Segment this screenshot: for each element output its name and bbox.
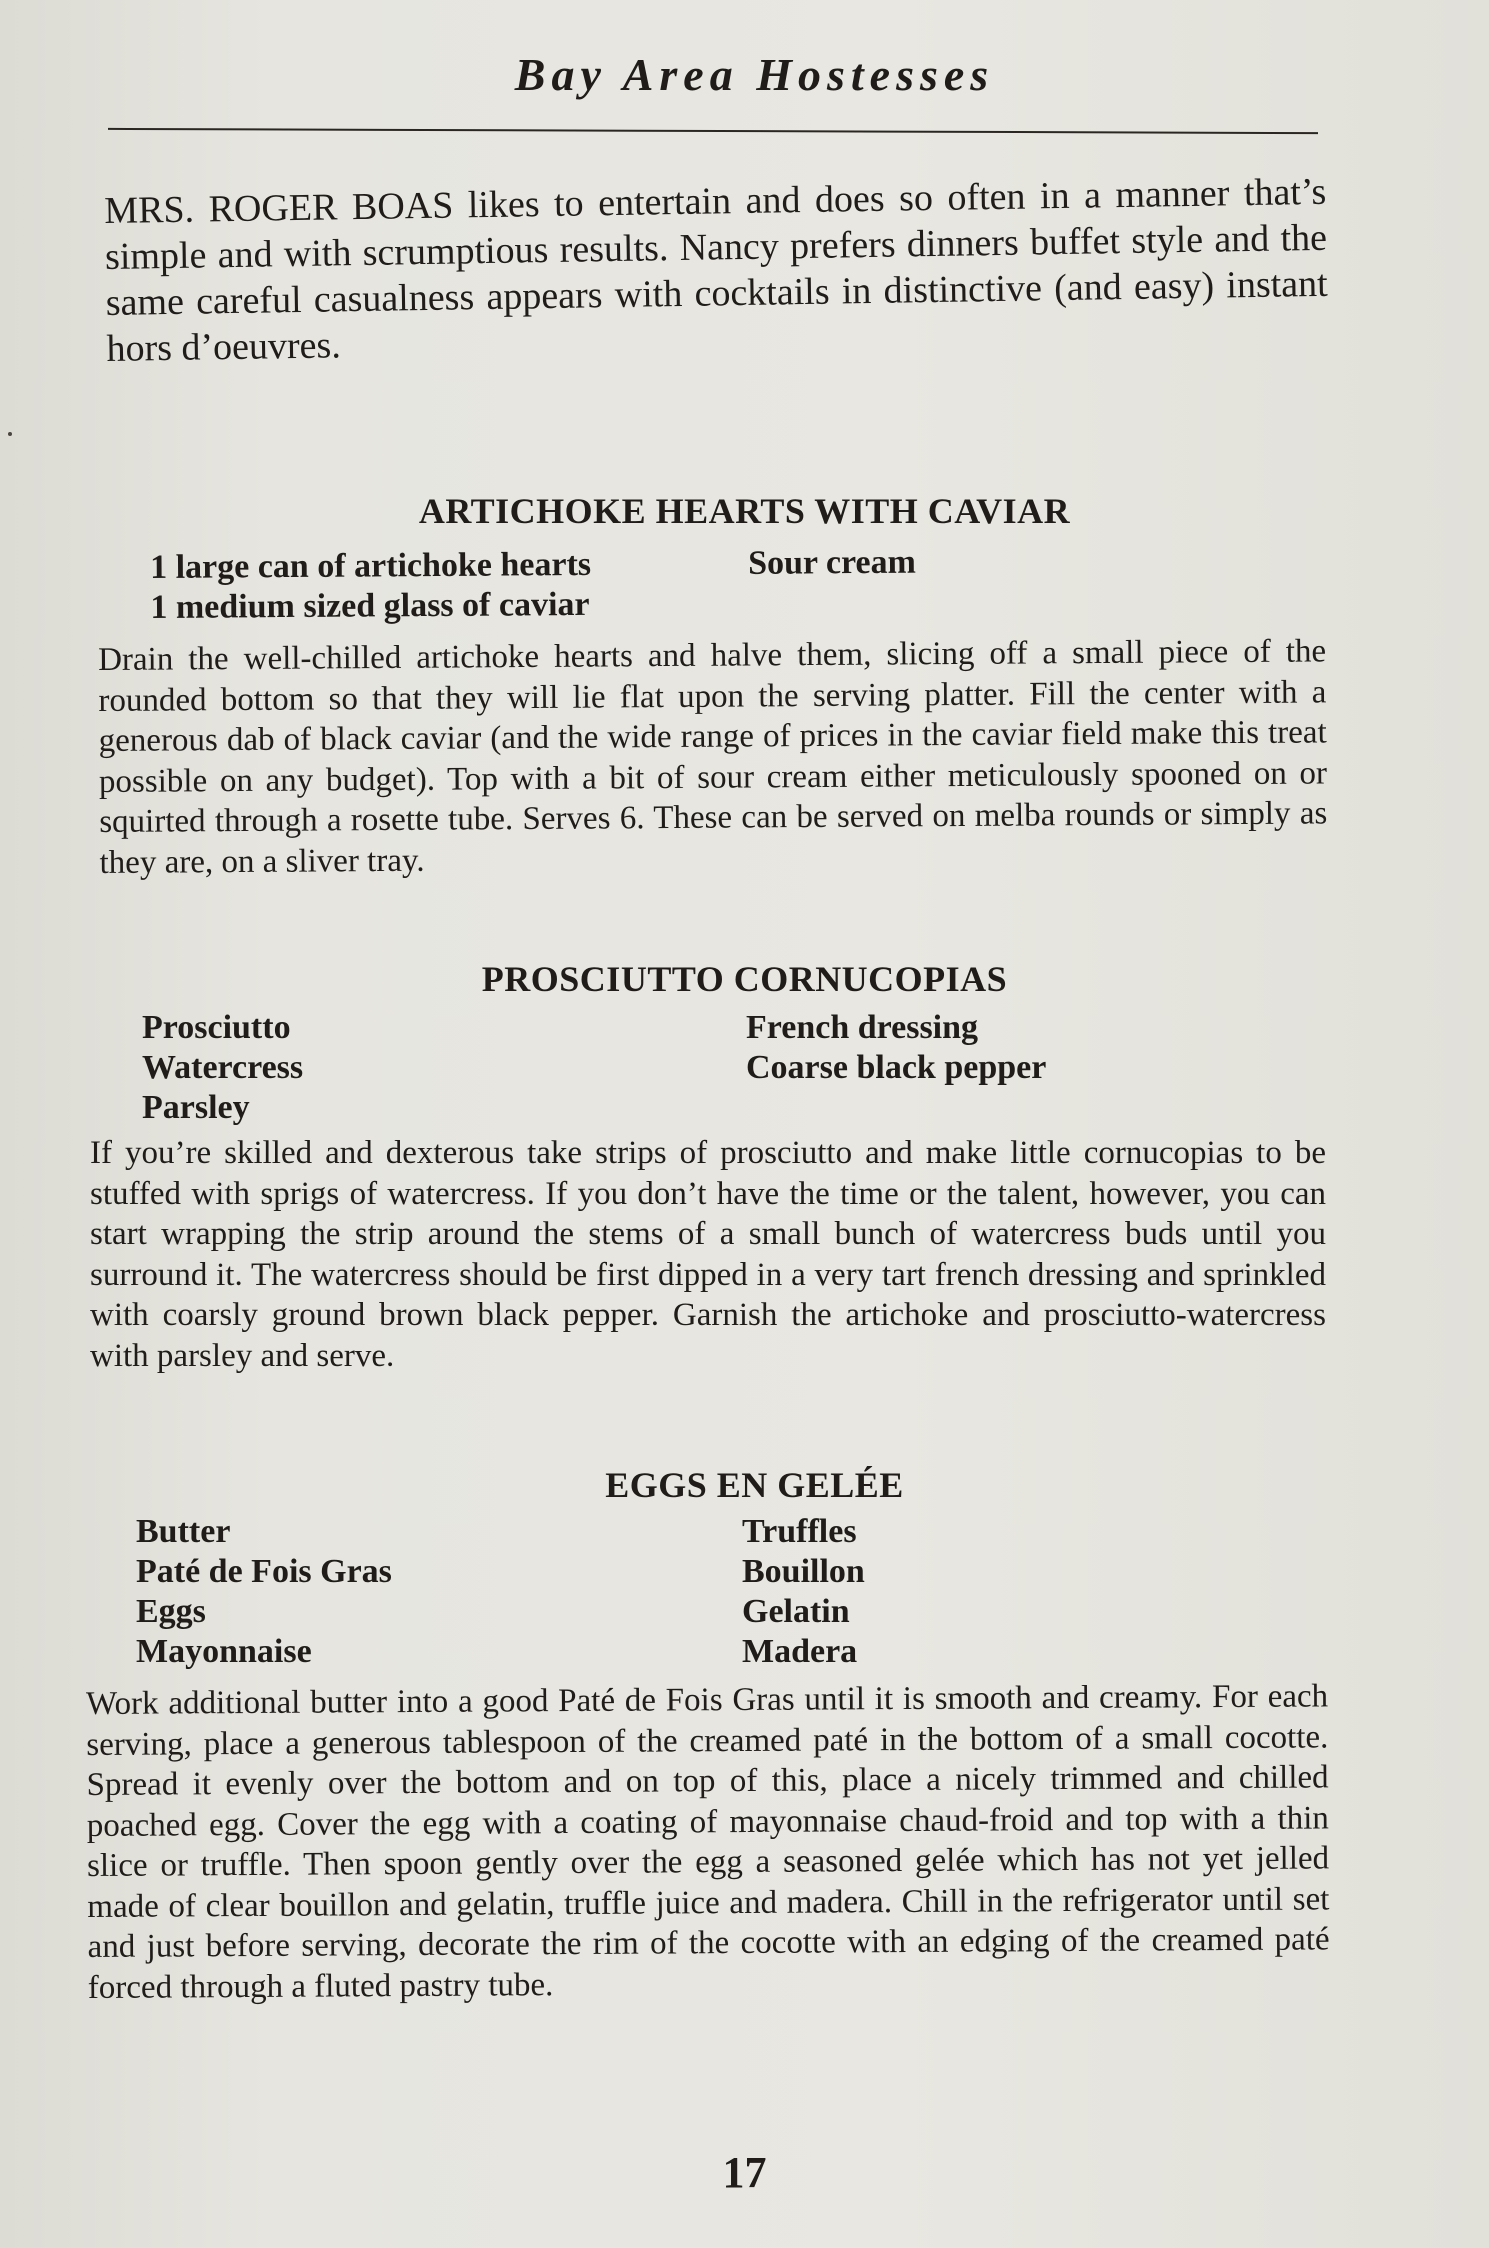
recipe-title-prosciutto: PROSCIUTTO CORNUCOPIAS	[481, 959, 1008, 999]
ingredient-item: 1 medium sized glass of caviar	[150, 585, 590, 626]
recipe-method-eggs: Work additional butter into a good Paté de Fois Gras until it is smooth and creamy. For each serving, place a generous tablespoon of the creamed paté in the bottom of a small cocotte. Spread it evenly over the bottom and on top of this, place a nicely trimmed and chilled poached egg. Cover the egg with a coating of mayonnaise chaud-froid and top with a thin slice or truffle. Then spoon gently over the egg a seasoned gelée which has not yet jelled made of clear bouillon and gelatin, truffle juice and madera. Chill in the refrigerator until set and just before serving, decorate the rim of the cocotte with an edging of the creamed paté forced through a fluted pastry tube.	[86, 1678, 1330, 2006]
ingredient-column-right	[748, 543, 916, 584]
ingredient-item: Butter	[136, 1513, 231, 1550]
intro-paragraph: MRS. ROGER BOAS likes to entertain and does so often in a manner that’s simple and with scrumptious results. Nancy prefers dinners buffet style and the same careful casualness appears with cocktails in distinctive (and easy) instant hors d’oeuvres.	[104, 170, 1328, 370]
ingredient-item: Madera	[742, 1633, 858, 1670]
ingredient-list-artichoke	[150, 540, 1331, 632]
ingredient-item: Mayonnaise	[136, 1633, 312, 1670]
ingredient-item: Truffles	[742, 1513, 857, 1550]
recipe-title-artichoke: ARTICHOKE HEARTS WITH CAVIAR	[418, 491, 1071, 531]
ingredient-list-eggs	[136, 1512, 1316, 1676]
paper-speck	[8, 432, 12, 436]
ingredient-item: Bouillon	[742, 1553, 865, 1590]
ingredient-column-left	[150, 545, 592, 628]
ingredient-item: Eggs	[136, 1593, 206, 1630]
ingredient-item: Sour cream	[747, 543, 917, 582]
ingredient-item: Gelatin	[742, 1593, 850, 1630]
ingredient-item: French dressing	[746, 1009, 979, 1046]
ingredient-column-right	[742, 1512, 865, 1672]
recipe-method-prosciutto: If you’re skilled and dexterous take strips of prosciutto and make little cornucopias to be stuffed with sprigs of watercress. If you don’t have the time or the talent, however, you can start wrapping the strip around the stems of a small bunch of watercress buds until you surround it. The watercress should be first dipped in a very tart french dressing and sprinkled with coarsly ground brown black pepper. Garnish the artichoke and prosciutto-watercress with parsley and serve.	[90, 1135, 1326, 1374]
ingredient-item: Coarse black pepper	[746, 1049, 1047, 1086]
ingredient-item: Prosciutto	[142, 1009, 291, 1046]
ingredient-item: Watercress	[142, 1049, 304, 1086]
ingredient-item: Parsley	[142, 1089, 250, 1126]
ingredient-column-left	[136, 1512, 392, 1672]
ingredient-item: Paté de Fois Gras	[136, 1553, 392, 1590]
recipe-method-artichoke: Drain the well-chilled artichoke hearts and halve them, slicing off a small piece of the rounded bottom so that they will lie flat upon the serving platter. Fill the center with a generous dab of black caviar (and the wide range of prices in the caviar field make this treat possible on any budget). Top with a bit of sour cream either meticulously spooned on or squirted through a rosette tube. Serves 6. These can be served on melba rounds or simply as they are, on a sliver tray.	[98, 633, 1328, 881]
ingredient-column-left	[142, 1008, 303, 1128]
running-head: Bay Area Hostesses	[514, 49, 995, 100]
recipe-title-eggs: EGGS EN GELÉE	[605, 1465, 904, 1505]
header-rule	[108, 128, 1318, 134]
ingredient-item: 1 large can of artichoke hearts	[150, 545, 592, 586]
page-number: 17	[722, 2148, 767, 2197]
ingredient-column-right	[746, 1008, 1046, 1088]
ingredient-list-prosciutto	[142, 1008, 1322, 1132]
